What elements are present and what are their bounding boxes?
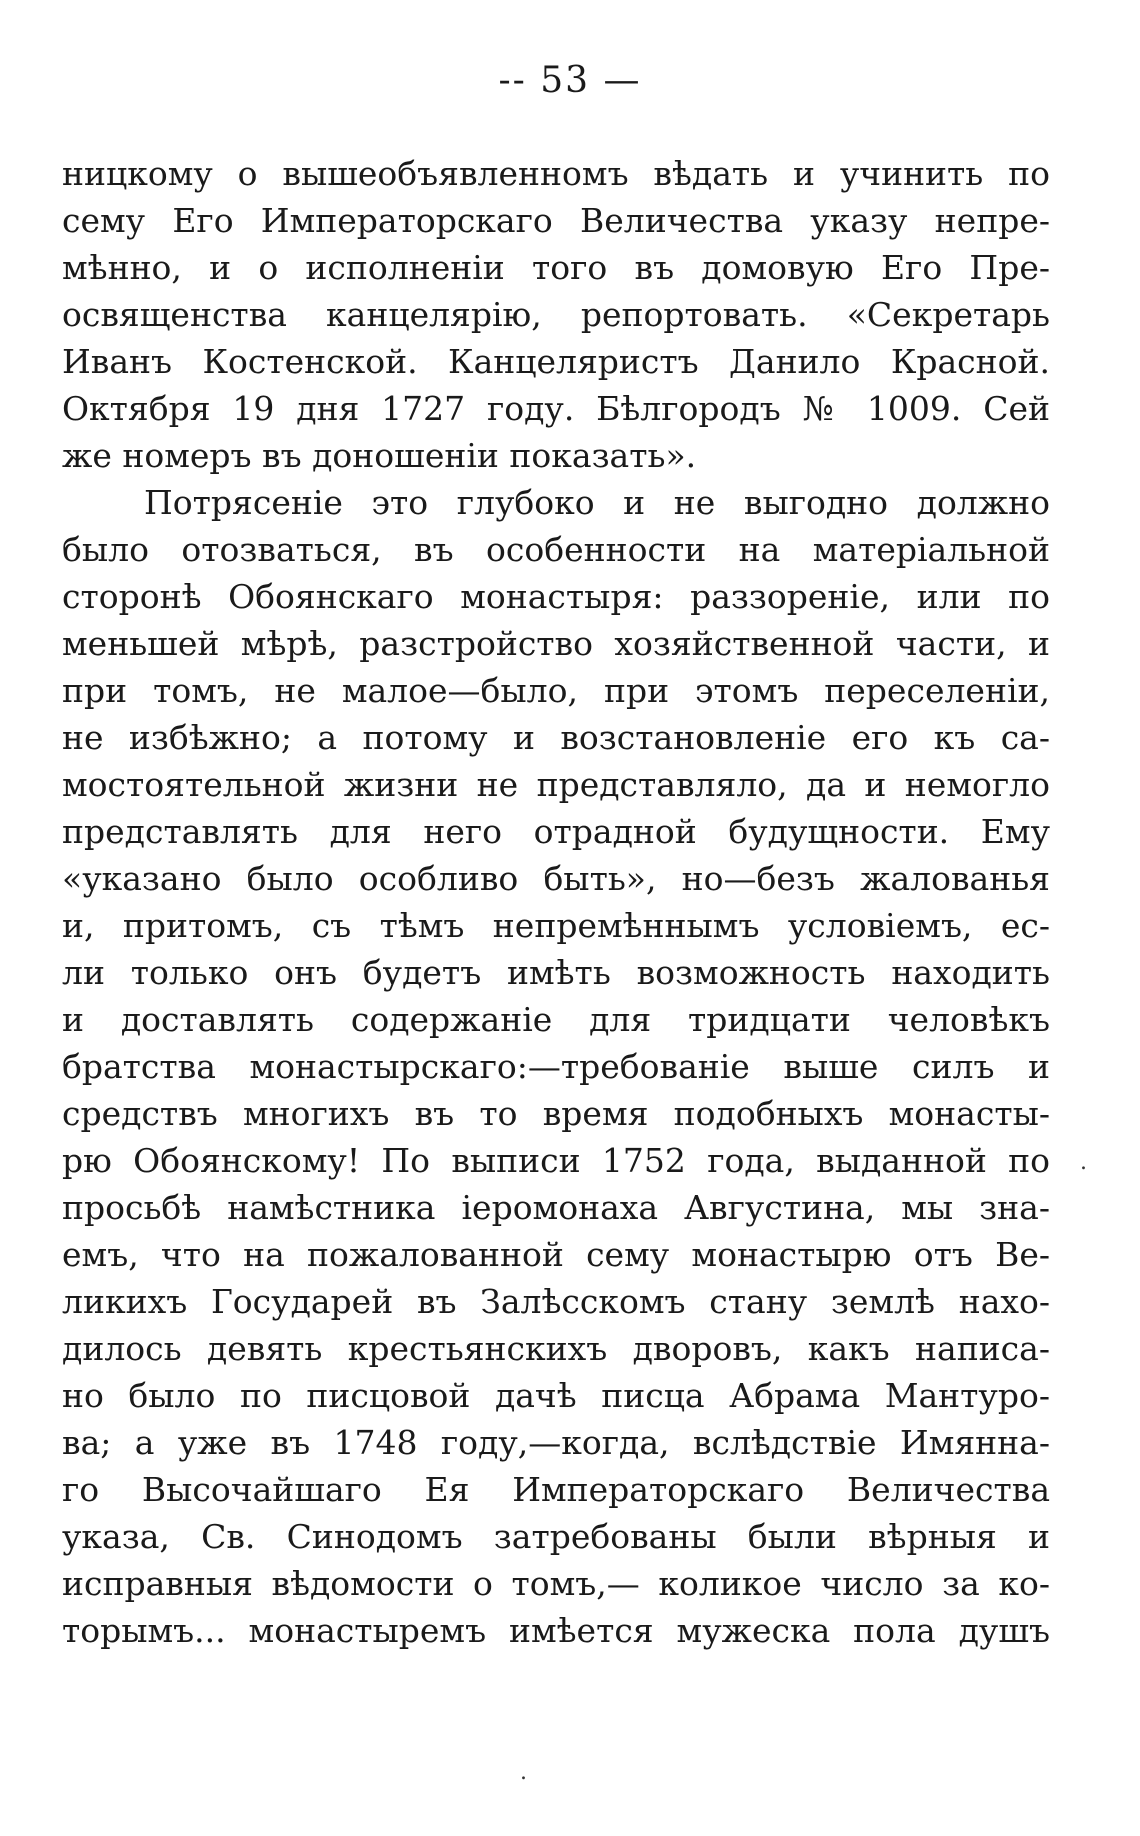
- text-line: Иванъ Костенской. Канцеляристъ Данило Красной.: [62, 342, 1050, 381]
- text-line: го Высочайшаго Ея Императорскаго Величества: [62, 1470, 1050, 1509]
- text-line: не избѣжно; а потому и возстановленіе его къ са-: [62, 718, 1050, 757]
- text-line: мостоятельной жизни не представляло, да и немогло: [62, 765, 1050, 804]
- text-line: указа, Св. Синодомъ затребованы были вѣрныя и: [62, 1517, 1050, 1556]
- text-line: ликихъ Государей въ Залѣсскомъ стану землѣ нахо-: [62, 1282, 1050, 1321]
- text-line: дилось девять крестьянскихъ дворовъ, какъ написа-: [62, 1329, 1050, 1368]
- text-line: и доставлять содержаніе для тридцати человѣкъ: [62, 1000, 1050, 1039]
- text-line: но было по писцовой дачѣ писца Абрама Мантуро-: [62, 1376, 1050, 1415]
- text-line: «указано было особливо быть», но—безъ жалованья: [62, 859, 1050, 898]
- body-text: [62, 150, 1050, 1654]
- text-line: сему Его Императорскаго Величества указу непре-: [62, 201, 1050, 240]
- text-line: меньшей мѣрѣ, разстройство хозяйственной части, и: [62, 624, 1050, 663]
- text-line: освященства канцелярію, репортовать. «Секретарь: [62, 295, 1050, 334]
- text-line: средствъ многихъ въ то время подобныхъ монасты-: [62, 1094, 1050, 1133]
- text-line: ницкому о вышеобъявленномъ вѣдать и учинить по: [62, 154, 1050, 193]
- text-line: рю Обоянскому! По выписи 1752 года, выданной по: [62, 1141, 1050, 1180]
- text-line: представлять для него отрадной будущности. Ему: [62, 812, 1050, 851]
- text-line: исправныя вѣдомости о томъ,— коликое число за ко-: [62, 1564, 1050, 1603]
- print-speck: .: [1080, 1150, 1087, 1175]
- text-line: просьбѣ намѣстника іеромонаха Августина, мы зна-: [62, 1188, 1050, 1227]
- text-line: сторонѣ Обоянскаго монастыря: раззореніе, или по: [62, 577, 1050, 616]
- text-line: было отозваться, въ особенности на матеріальной: [62, 530, 1050, 569]
- text-line: Потрясеніе это глубоко и не выгодно должно: [144, 483, 1050, 522]
- text-line: ва; а уже въ 1748 году,—когда, вслѣдствіе Имянна-: [62, 1423, 1050, 1462]
- text-line: и, притомъ, съ тѣмъ непремѣннымъ условіемъ, ес-: [62, 906, 1050, 945]
- text-line: ли только онъ будетъ имѣть возможность находить: [62, 953, 1050, 992]
- text-line: Октября 19 дня 1727 году. Бѣлгородъ № 1009. Сей: [62, 389, 1050, 428]
- page-number: -- 53 —: [498, 60, 642, 101]
- text-line: при томъ, не малое—было, при этомъ переселеніи,: [62, 671, 1050, 710]
- text-line: мѣнно, и о исполненіи того въ домовую Его Пре-: [62, 248, 1050, 287]
- text-line: торымъ... монастыремъ имѣется мужеска пола душъ: [62, 1611, 1050, 1650]
- print-speck: .: [520, 1760, 527, 1785]
- text-line: же номеръ въ доношеніи показать».: [62, 436, 697, 475]
- text-line: емъ, что на пожалованной сему монастырю отъ Ве-: [62, 1235, 1050, 1274]
- text-line: братства монастырскаго:—требованіе выше силъ и: [62, 1047, 1050, 1086]
